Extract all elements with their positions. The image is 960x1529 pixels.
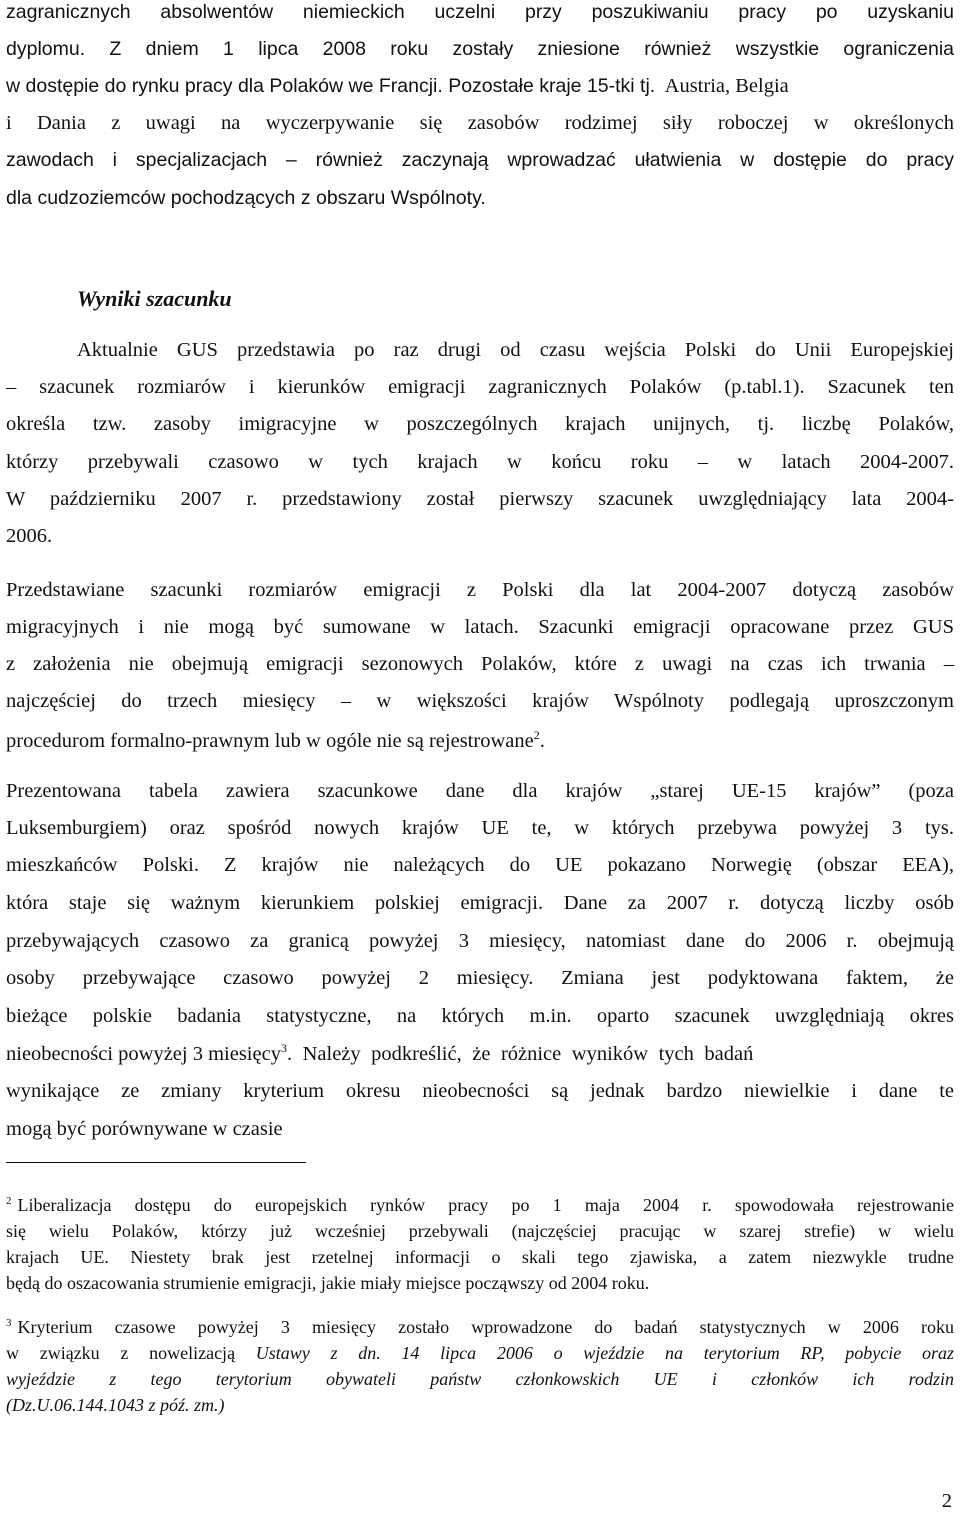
body-text-line: zagranicznych absolwentów niemieckich uczelni przy poszukiwaniu pracy po uzyskaniu <box>6 1 954 23</box>
body-text-line: W październiku 2007 r. przedstawiony został pierwszy szacunek uwzględniający lata 2004- <box>6 488 954 510</box>
body-text-line: dla cudzoziemców pochodzących z obszaru Wspólnoty. <box>6 187 486 209</box>
body-text-line: określa tzw. zasoby imigracyjne w poszczególnych krajach unijnych, tj. liczbę Polaków, <box>6 413 954 435</box>
footnote-mark: 2 <box>6 1195 12 1207</box>
section-heading: Wyniki szacunku <box>77 286 232 311</box>
footnote-line <box>6 1192 954 1218</box>
body-text-line: która staje się ważnym kierunkiem polskiej emigracji. Dane za 2007 r. dotyczą liczby osób <box>6 892 954 914</box>
body-text-line: i Dania z uwagi na wyczerpywanie się zasobów rodzimej siły roboczej w określonych <box>6 112 954 134</box>
body-text-line: Przedstawiane szacunki rozmiarów emigracji z Polski dla lat 2004-2007 dotyczą zasobów <box>6 579 954 601</box>
footnote-ref: 3 <box>280 1041 287 1056</box>
footnote-3 <box>6 1314 954 1418</box>
body-text-line: – szacunek rozmiarów i kierunków emigracji zagranicznych Polaków (p.tabl.1). Szacunek ten <box>6 376 954 398</box>
footnote-text: w związku z nowelizacją <box>6 1343 256 1363</box>
footnote-ref: 2 <box>533 728 540 743</box>
footnote-line: będą do oszacowania strumienie emigracji, jakie miały miejsce począwszy od 2004 roku. <box>6 1273 650 1293</box>
body-text-span: nieobecności powyżej 3 miesięcy <box>6 1043 281 1065</box>
body-text-span: procedurom formalno-prawnym lub w ogóle nie są rejestrowane <box>6 730 534 752</box>
body-text-line: 2006. <box>6 525 53 547</box>
body-text-line: Luksemburgiem) oraz spośród nowych krajów UE te, w których przebywa powyżej 3 tys. <box>6 817 954 839</box>
footnote-line: krajach UE. Niestety brak jest rzetelnej informacji o skali tego zjawiska, a zatem niezwykle trudne <box>6 1247 954 1267</box>
footnote-text: Liberalizacja dostępu do europejskich rynków pracy po 1 maja 2004 r. spowodowała rejestrowanie <box>17 1195 954 1215</box>
footnote-separator <box>6 1162 306 1163</box>
body-text-line: mogą być porównywane w czasie <box>6 1118 283 1140</box>
body-text-span: w dostępie do rynku pracy dla Polaków we Francji. Pozostałe kraje 15-tki tj. <box>6 75 656 97</box>
body-text-span: Austria, Belgia <box>664 75 789 97</box>
footnote-line: się wielu Polaków, którzy już wcześniej przebywali (najczęściej pracując w szarej strefie) w wielu <box>6 1221 954 1241</box>
page-number: 2 <box>941 1490 952 1512</box>
body-text-line: przebywających czasowo za granicą powyżej 3 miesięcy, natomiast dane do 2006 r. obejmują <box>6 930 954 952</box>
body-text-line: wynikające ze zmiany kryterium okresu nieobecności są jednak bardzo niewielkie i dane te <box>6 1080 954 1102</box>
body-text-line: którzy przebywali czasowo w tych krajach w końcu roku – w latach 2004-2007. <box>6 451 954 473</box>
body-text-line: bieżące polskie badania statystyczne, na których m.in. oparto szacunek uwzględniają okres <box>6 1005 954 1027</box>
footnote-2 <box>6 1192 954 1296</box>
footnote-line: (Dz.U.06.144.1043 z póź. zm.) <box>6 1395 225 1415</box>
footnote-text: Kryterium czasowe powyżej 3 miesięcy zostało wprowadzone do badań statystycznych w 2006 roku <box>17 1317 954 1337</box>
body-text-line: Aktualnie GUS przedstawia po raz drugi od czasu wejścia Polski do Unii Europejskiej <box>77 339 954 361</box>
body-text-line: najczęściej do trzech miesięcy – w większości krajów Wspólnoty podlegają uproszczonym <box>6 690 954 712</box>
body-text-span: . <box>539 730 545 752</box>
footnote-line <box>6 1340 954 1366</box>
body-text-line: Prezentowana tabela zawiera szacunkowe dane dla krajów „starej UE-15 krajów” (poza <box>6 780 954 802</box>
footnote-line <box>6 1314 954 1340</box>
body-text-line <box>6 1042 954 1066</box>
body-text-line: zawodach i specjalizacjach – również zaczynają wprowadzać ułatwienia w dostępie do pracy <box>6 149 954 171</box>
footnote-mark: 3 <box>6 1317 12 1329</box>
body-text-line: migracyjnych i nie mogą być sumowane w latach. Szacunki emigracji opracowane przez GUS <box>6 616 954 638</box>
body-text-line <box>6 74 954 98</box>
body-text-line <box>6 729 954 753</box>
body-text-line: dyplomu. Z dniem 1 lipca 2008 roku zostały zniesione również wszystkie ograniczenia <box>6 38 954 60</box>
body-text-line: z założenia nie obejmują emigracji sezonowych Polaków, które z uwagi na czas ich trwania – <box>6 653 954 675</box>
body-text-span: . Należy podkreślić, że różnice wyników tych badań <box>286 1043 754 1065</box>
footnote-line: wyjeździe z tego terytorium obywateli państw członkowskich UE i członków ich rodzin <box>6 1369 954 1389</box>
body-text-line: mieszkańców Polski. Z krajów nie należących do UE pokazano Norwegię (obszar EEA), <box>6 854 954 876</box>
body-text-line: osoby przebywające czasowo powyżej 2 miesięcy. Zmiana jest podyktowana faktem, że <box>6 967 954 989</box>
footnote-text-italic: Ustawy z dn. 14 lipca 2006 o wjeździe na terytorium RP, pobycie oraz <box>255 1343 955 1363</box>
